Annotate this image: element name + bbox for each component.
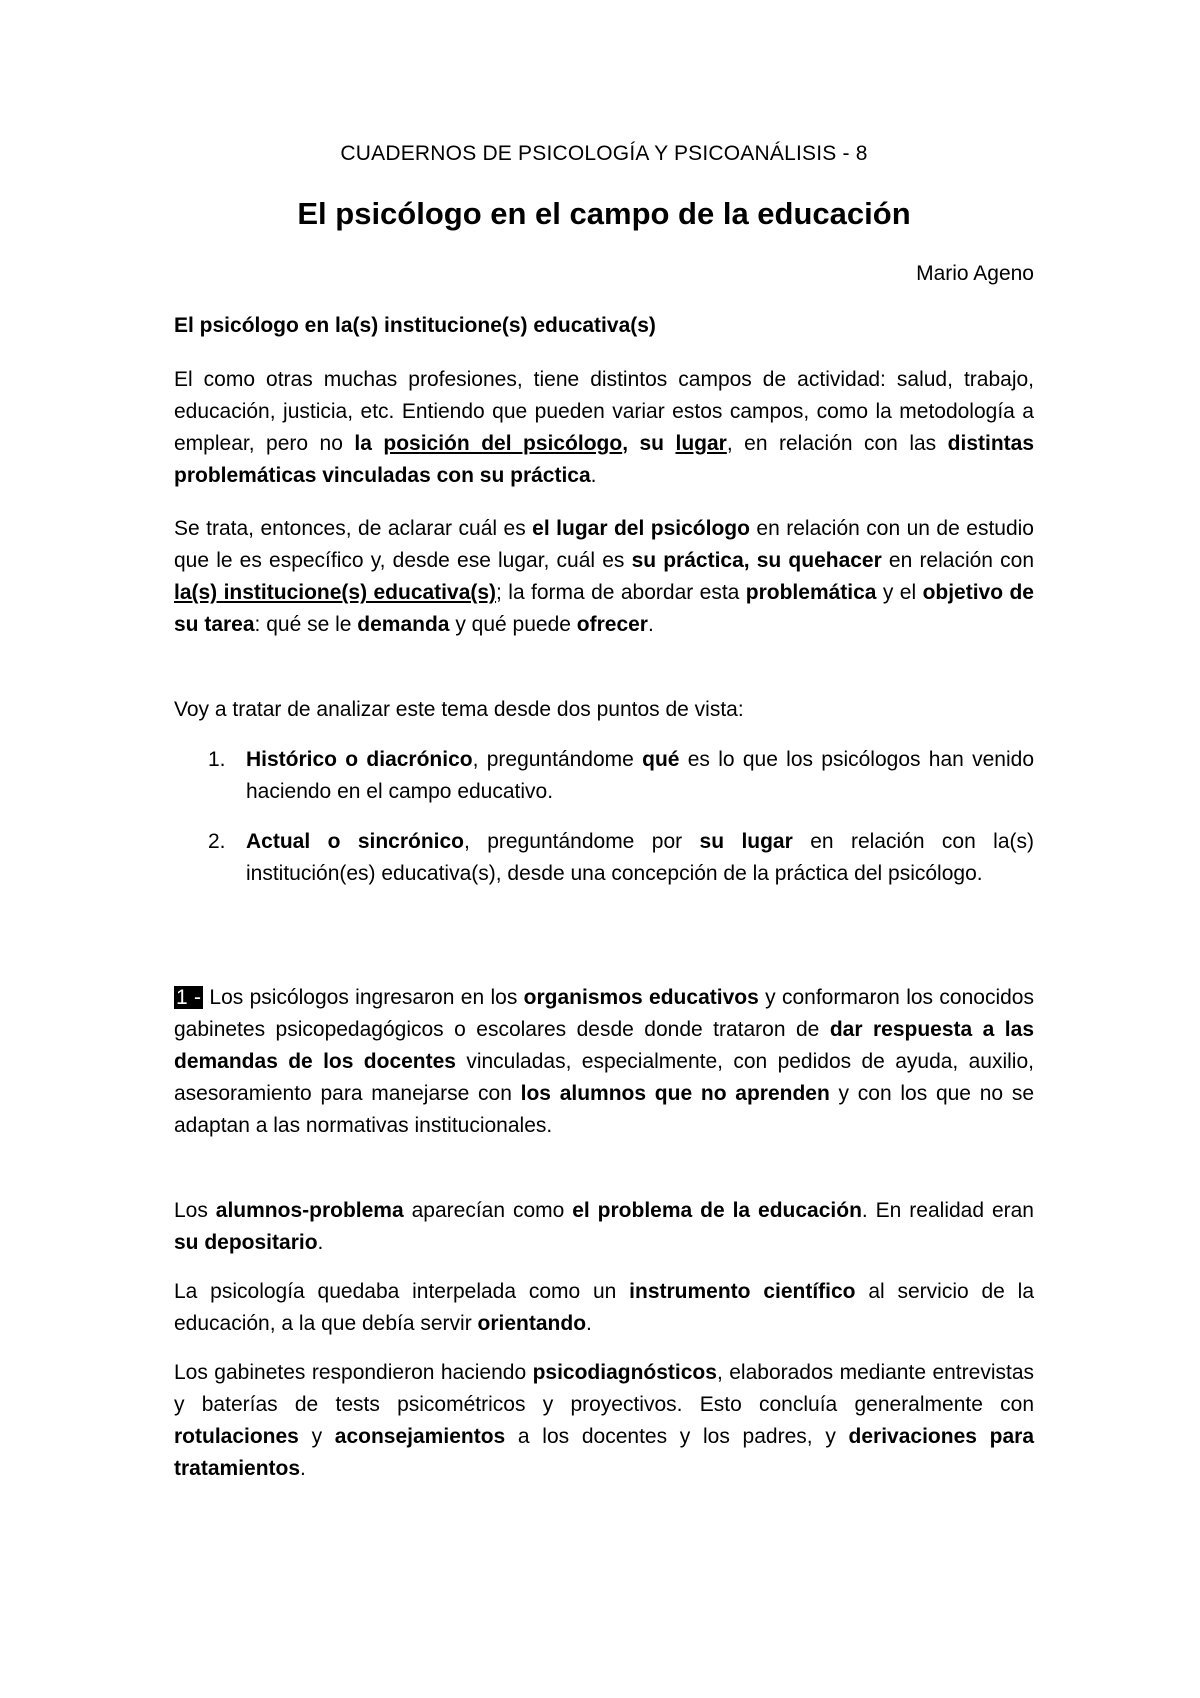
paragraph-4	[174, 982, 1034, 1142]
p2-text-5: y el	[876, 581, 923, 604]
p2-text-1: Se trata, entonces, de aclarar cuál es	[174, 517, 533, 540]
p2-text-4: ; la forma de abordar esta	[496, 581, 746, 604]
p2-underline-1: la(s) institucione(s) educativa(s)	[174, 581, 497, 604]
p5-text-4: .	[317, 1231, 324, 1254]
p2-text-3: en relación con	[881, 549, 1034, 572]
paragraph-2	[174, 513, 1034, 641]
p5-text-2: aparecían como	[403, 1199, 573, 1222]
p2-text-8: .	[647, 613, 654, 636]
list-item-text-2: es lo que los psicólogos han venido haciendo en el campo educativo.	[246, 748, 1034, 803]
p6-text-2: al servicio de la educación, a la que debía servir	[174, 1280, 1034, 1335]
p2-text-7: y qué puede	[449, 613, 577, 636]
p6-bold-1: instrumento científico	[629, 1280, 856, 1303]
list-item-bold-1: Actual o sincrónico	[246, 830, 465, 853]
p2-bold-5: demanda	[357, 613, 450, 636]
p4-bold-1: organismos educativos	[523, 986, 759, 1009]
p4-bold-2: dar respuesta a las demandas de los docentes	[174, 1018, 1034, 1073]
list-item-text-2: en relación con la(s) institución(es) educativa(s), desde una concepción de la práctica del psicólogo.	[246, 830, 1034, 885]
section-heading: El psicólogo en la(s) institucione(s) educativa(s)	[174, 314, 656, 337]
list-item	[174, 744, 1034, 808]
p1-underline-2: lugar	[675, 432, 727, 455]
paragraph-1	[174, 364, 1034, 492]
list-item-text-1: , preguntándome	[472, 748, 643, 771]
paragraph-5	[174, 1195, 1034, 1259]
paragraph-3: Voy a tratar de analizar este tema desde dos puntos de vista:	[174, 698, 744, 721]
p2-bold-2: su práctica, su quehacer	[631, 549, 882, 572]
list-number: 2.	[208, 830, 226, 853]
list-item-text-1: , preguntándome por	[464, 830, 700, 853]
p4-text-1: Los psicólogos ingresaron en los	[203, 986, 524, 1009]
highlighted-marker: 1 -	[176, 986, 202, 1009]
p2-bold-1: el lugar del psicólogo	[532, 517, 750, 540]
p4-text-3: vinculadas, especialmente, con pedidos de ayuda, auxilio, asesoramiento para manejarse con	[174, 1050, 1034, 1105]
p2-text-6: : qué se le	[254, 613, 358, 636]
p5-bold-1: alumnos-problema	[215, 1199, 404, 1222]
list-item-bold-1: Histórico o diacrónico	[246, 748, 473, 771]
p1-text-2: , en relación con las	[726, 432, 948, 455]
p7-text-2: , elaborados mediante entrevistas y baterías de tests psicométricos y proyectivos. Esto concluía generalmente con	[174, 1361, 1034, 1416]
p7-bold-1: psicodiagnósticos	[532, 1361, 717, 1384]
p2-text-2: en relación con un de estudio que le es específico y, desde ese lugar, cuál es	[174, 517, 1034, 572]
p7-text-3: y	[298, 1425, 335, 1448]
paragraph-6	[174, 1276, 1034, 1340]
p7-bold-4: derivaciones para tratamientos	[174, 1425, 1034, 1480]
p5-text-3: . En realidad eran	[861, 1199, 1034, 1222]
list-item	[174, 826, 1034, 890]
series-header: CUADERNOS DE PSICOLOGÍA Y PSICOANÁLISIS - 8	[340, 142, 868, 165]
p5-bold-3: su depositario	[174, 1231, 318, 1254]
list-item-bold-2: su lugar	[699, 830, 793, 853]
p6-bold-2: orientando	[477, 1312, 587, 1335]
p5-text-1: Los	[174, 1199, 216, 1222]
p7-text-5: .	[300, 1457, 306, 1480]
p6-text-1: La psicología quedaba interpelada como un	[174, 1280, 630, 1303]
p1-bold-2: , su	[622, 432, 676, 455]
author-name: Mario Ageno	[916, 262, 1034, 285]
p1-underline-1: posición del psicólogo	[383, 432, 623, 455]
p7-text-1: Los gabinetes respondieron haciendo	[174, 1361, 533, 1384]
list-item-bold-2: qué	[642, 748, 680, 771]
p2-bold-4: objetivo de su tarea	[174, 581, 1034, 636]
p1-text-3: .	[590, 464, 597, 487]
document-title: El psicólogo en el campo de la educación	[297, 196, 911, 231]
p1-bold-1: la	[354, 432, 384, 455]
p1-text-1: El como otras muchas profesiones, tiene distintos campos de actividad: salud, trabajo, educación, justicia, etc. Entiendo que pueden variar estos campos, como la metodología a emplear, pero no	[174, 368, 1034, 455]
p7-bold-2: rotulaciones	[174, 1425, 299, 1448]
p1-bold-3: distintas problemáticas vinculadas con su práctica	[174, 432, 1035, 487]
paragraph-7	[174, 1357, 1034, 1485]
p4-text-2: y conformaron los conocidos gabinetes psicopedagógicos o escolares desde donde trataron de	[174, 986, 1034, 1041]
p2-bold-3: problemática	[745, 581, 877, 604]
p7-bold-3: aconsejamientos	[334, 1425, 506, 1448]
p4-bold-3: los alumnos que no aprenden	[520, 1082, 830, 1105]
p5-bold-2: el problema de la educación	[572, 1199, 862, 1222]
p2-bold-6: ofrecer	[576, 613, 648, 636]
p7-text-4: a los docentes y los padres, y	[505, 1425, 849, 1448]
p4-text-4: y con los que no se adaptan a las normativas institucionales.	[174, 1082, 1034, 1137]
numbered-list	[174, 744, 1034, 908]
p6-text-3: .	[586, 1312, 592, 1335]
list-number: 1.	[208, 748, 226, 771]
